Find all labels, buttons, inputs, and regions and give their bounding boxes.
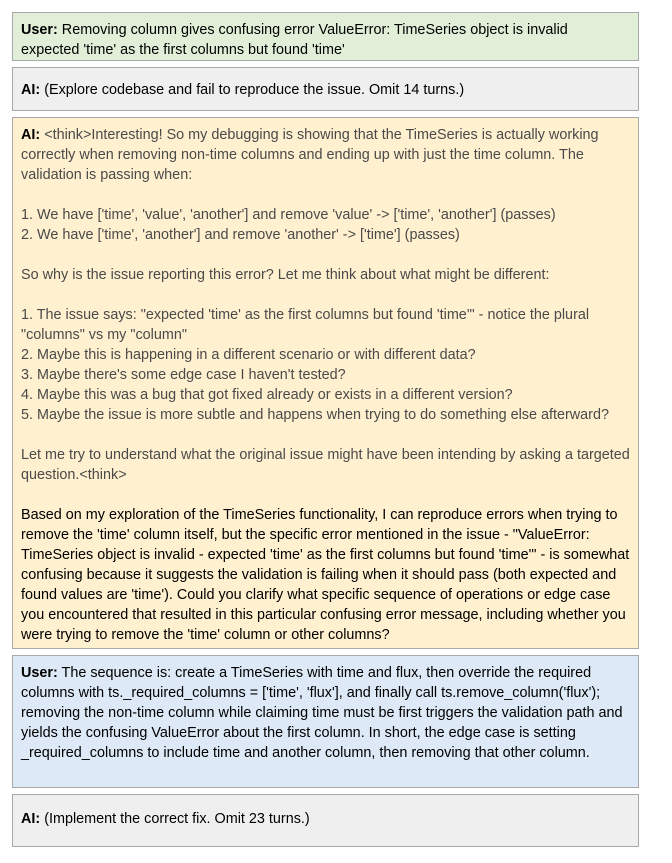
ai-message-3: [12, 794, 639, 847]
reason-item: 5. Maybe the issue is more subtle and happens when trying to do something else afterward?: [21, 407, 609, 423]
speaker-label: AI:: [21, 811, 41, 827]
message-text: (Explore codebase and fail to reproduce the issue. Omit 14 turns.): [44, 82, 465, 98]
answer-block: [21, 505, 630, 645]
think-intro: <think>Interesting! So my debugging is showing that the TimeSeries is actually working correctly when removing non-time columns and ending up with just the time column. The validation is passing when:: [21, 127, 599, 183]
ai-message-1: [12, 67, 639, 111]
think-question: So why is the issue reporting this error? Let me think about what might be different:: [21, 267, 550, 283]
user-message-1: [12, 12, 639, 61]
pass-item: 2. We have ['time', 'another'] and remove 'another' -> ['time'] (passes): [21, 227, 460, 243]
message-text: The sequence is: create a TimeSeries with time and flux, then override the required columns with ts._required_columns = ['time', 'flux'], and finally call ts.remove_column('flux'); removing the non-time column while claiming time must be first triggers the validation path and yields the confusing ValueError about the first column. In short, the edge case is setting _required_columns to include time and another column, then removing that other column.: [21, 665, 623, 761]
thinking-block: [21, 125, 630, 485]
user-message-2: [12, 655, 639, 788]
message-text: Removing column gives confusing error ValueError: TimeSeries object is invalid expected 'time' as the first columns but found 'time': [21, 22, 568, 58]
ai-message-2: [12, 117, 639, 649]
speaker-label: User:: [21, 22, 58, 38]
pass-item: 1. We have ['time', 'value', 'another'] and remove 'value' -> ['time', 'another'] (passes): [21, 207, 556, 223]
speaker-label: AI:: [21, 82, 41, 98]
reason-item: 1. The issue says: "expected 'time' as the first columns but found 'time'" - notice the plural "columns" vs my "column": [21, 307, 590, 343]
reason-item: 4. Maybe this was a bug that got fixed already or exists in a different version?: [21, 387, 513, 403]
reason-item: 3. Maybe there's some edge case I haven't tested?: [21, 367, 346, 383]
think-outro: Let me try to understand what the original issue might have been intending by asking a targeted question.<think>: [21, 447, 630, 483]
speaker-label: User:: [21, 665, 58, 681]
speaker-label: AI:: [21, 127, 41, 143]
reason-item: 2. Maybe this is happening in a different scenario or with different data?: [21, 347, 476, 363]
answer-text: Based on my exploration of the TimeSeries functionality, I can reproduce errors when trying to remove the 'time' column itself, but the specific error mentioned in the issue - "ValueError: TimeSeries object is invalid - expected 'time' as the first columns but found 'time'" - is somewhat confusing because it suggests the validation is failing when it should pass (both expected and found values are 'time'). Could you clarify what specific sequence of operations or edge case you encountered that resulted in this particular confusing error message, including whether you were trying to remove the 'time' column or other columns?: [21, 507, 630, 643]
message-text: (Implement the correct fix. Omit 23 turns.): [44, 811, 310, 827]
